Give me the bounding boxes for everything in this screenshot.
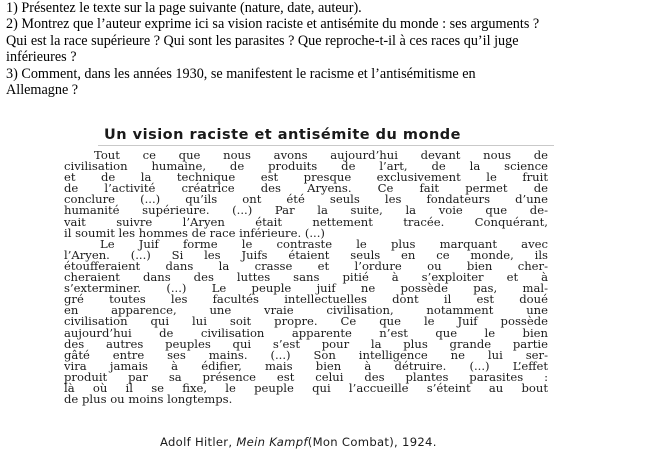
question-1: 1) Présentez le texte sur la page suivante (nature, date, auteur). <box>6 0 362 16</box>
excerpt-line: de plus ou moins longtemps. <box>64 392 233 407</box>
excerpt-line: produit par sa présence est celui des plantes parasites : <box>64 369 548 384</box>
excerpt-line: conclure (...) qu’ils ont été seuls les fondateurs d’une <box>64 192 548 207</box>
excerpt-line: vait suivre l’Aryen était nettement tracée. Conquérant, <box>64 214 548 229</box>
document-title: Un vision raciste et antisémite du monde <box>104 127 554 147</box>
question-3-end: Allemagne ? <box>6 82 79 99</box>
question-3: 3) Comment, dans les années 1930, se manifestent le racisme et l’antisémitisme en <box>6 65 476 82</box>
excerpt-line: étoufferaient dans la crasse et l’ordure ou bien cher- <box>64 258 548 273</box>
question-2-end: inférieures ? <box>6 49 77 66</box>
excerpt-line: humanité supérieure. (...) Par la suite, la voie que de- <box>64 203 548 218</box>
excerpt-line: cheraient dans des luttes sans pitié à s’exploiter et à <box>64 270 548 285</box>
excerpt-line: Tout ce que nous avons aujourd’hui devant nous de <box>94 148 548 162</box>
excerpt-text <box>64 150 548 405</box>
excerpt-line: s’exterminer. (...) Le peuple juif ne possède pas, mal- <box>64 281 548 296</box>
excerpt-line: des autres peuples qui s’est pour la plus grande partie <box>64 336 548 351</box>
questions-block <box>6 0 646 98</box>
excerpt-line: Le Juif forme le contraste le plus marquant avec <box>100 236 548 251</box>
question-2: 2) Montrez que l’auteur exprime ici sa vision raciste et antisémite du monde : ses arguments ? <box>6 16 540 33</box>
excerpt-line: il soumit les hommes de race inférieure. (...) <box>64 225 325 240</box>
source-details: (Mon Combat), 1924. <box>307 435 437 449</box>
excerpt-line: aujourd’hui de civilisation apparente n’est que le bien <box>64 325 548 340</box>
excerpt-line: là où il se fixe, le peuple qui l’accueille s’éteint au bout <box>64 380 548 395</box>
excerpt-line: et de la technique est presque exclusivement le fruit <box>64 170 548 185</box>
excerpt-line: en apparence, une vraie civilisation, notamment une <box>64 303 548 318</box>
source-author: Adolf Hitler, <box>160 435 233 449</box>
source-work-title: Mein Kampf <box>236 435 308 449</box>
excerpt-line: gré toutes les facultés intellectuelles dont il est doué <box>64 292 548 307</box>
excerpt-line: vira jamais à édifier, mais bien à détruire. (...) L’effet <box>64 358 548 373</box>
excerpt-line: l’Aryen. (...) Si les Juifs étaient seuls en ce monde, ils <box>64 247 548 262</box>
source-citation <box>160 435 548 449</box>
excerpt-line: civilisation humaine, de produits de l’art, de la science <box>64 159 548 174</box>
excerpt-line: gâté entre ses mains. (...) Son intelligence ne lui ser- <box>64 347 548 362</box>
excerpt-line: de l’activité créatrice des Aryens. Ce fait permet de <box>64 181 548 196</box>
question-2-continued: Qui est la race supérieure ? Qui sont les parasites ? Que reproche-t-il à ces races qu’il juge <box>6 32 519 49</box>
excerpt-line: civilisation qui lui soit propre. Ce que le Juif possède <box>64 314 548 329</box>
